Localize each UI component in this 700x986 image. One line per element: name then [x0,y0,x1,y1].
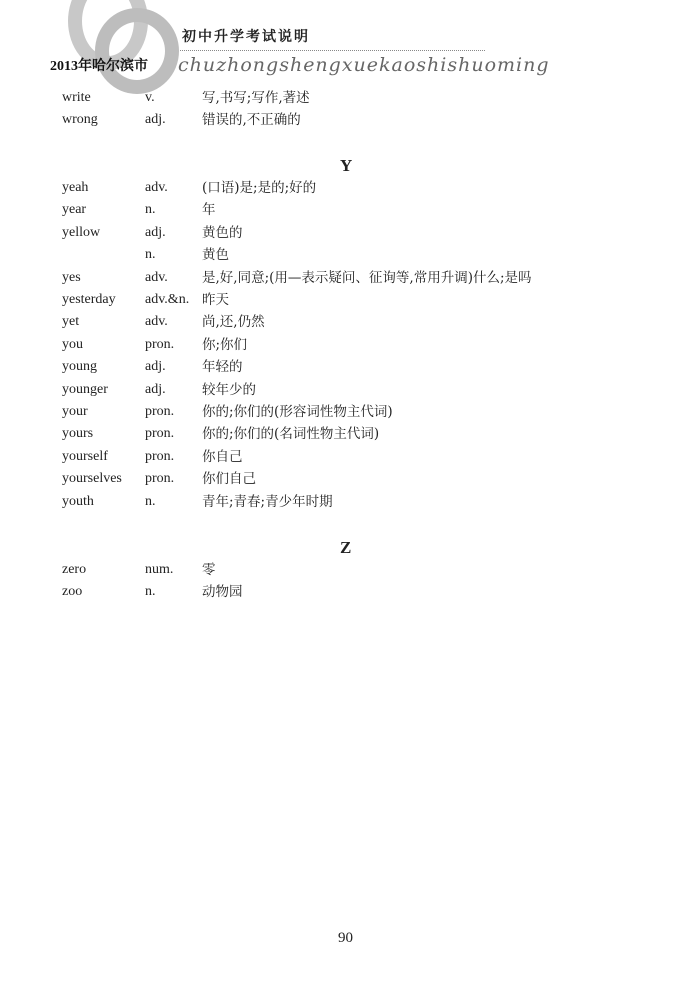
entry-part-of-speech: pron. [145,471,175,487]
entry-meaning: 青年;青春;青少年时期 [202,493,333,510]
entry-word: year [62,202,87,218]
entry-part-of-speech: adj. [145,224,166,240]
entry-word: zoo [62,584,83,600]
entry-word: yours [62,426,94,442]
page-number: 90 [338,930,353,946]
header-city: 2013年哈尔滨市 [50,59,148,74]
section-letter: Y [340,156,353,175]
entry-part-of-speech: pron. [145,448,175,464]
entry-word: you [62,336,83,352]
entry-part-of-speech: n. [145,247,156,263]
entry-meaning: 零 [202,562,216,578]
entry-meaning: 较年少的 [202,381,256,398]
entry-word: yourselves [62,471,122,487]
entry-meaning: 是,好,同意;(用—表示疑问、征询等,常用升调)什么;是吗 [202,269,532,286]
entry-meaning: 黄色 [202,247,229,264]
entry-meaning: 你的;你们的(形容词性物主代词) [202,404,393,420]
entry-word: write [62,90,91,105]
entry-meaning: 错误的,不正确的 [202,112,301,129]
entry-part-of-speech: adv. [145,314,168,330]
section-letter: Z [340,538,352,557]
entry-part-of-speech: n. [145,584,156,600]
entry-word: yet [62,314,80,330]
entry-meaning: 你;你们 [202,336,248,353]
entry-word: yeah [62,180,89,195]
entry-part-of-speech: n. [145,493,156,509]
entry-meaning: 年 [202,202,216,219]
entry-word: young [62,359,97,375]
entry-word: youth [62,493,94,509]
entry-meaning: 你们自己 [202,471,256,488]
entry-word: yellow [62,224,101,240]
entry-part-of-speech: adv. [145,180,168,195]
entry-word: younger [62,381,108,397]
entry-meaning: 你自己 [202,448,243,465]
entry-part-of-speech: n. [145,202,156,218]
entry-word: your [62,404,88,419]
entry-word: wrong [62,112,98,128]
entry-meaning: 尚,还,仍然 [202,314,265,331]
header-pinyin: chuzhongshengxuekaoshishuoming [178,54,550,76]
entry-part-of-speech: pron. [145,426,175,442]
entry-part-of-speech: pron. [145,336,175,352]
entry-word: yesterday [62,292,116,307]
header-divider [180,50,485,51]
entry-part-of-speech: adv.&n. [145,292,190,307]
entry-meaning: 昨天 [202,292,229,308]
entry-meaning: 动物园 [202,584,243,601]
entry-word: yourself [62,448,108,464]
entry-part-of-speech: num. [145,562,174,577]
entry-meaning: (口语)是;是的;好的 [202,180,317,196]
entry-meaning: 你的;你们的(名词性物主代词) [202,426,380,443]
entry-part-of-speech: adj. [145,112,166,128]
entry-part-of-speech: pron. [145,404,175,419]
entry-part-of-speech: adj. [145,359,166,375]
entry-meaning: 黄色的 [202,224,243,241]
entry-part-of-speech: adv. [145,269,168,285]
entry-part-of-speech: adj. [145,381,166,397]
entry-meaning: 写,书写;写作,著述 [202,90,310,106]
header-title: 初中升学考试说明 [182,29,310,45]
entry-meaning: 年轻的 [202,359,243,376]
entry-word: yes [62,269,81,285]
entry-part-of-speech: v. [145,90,155,105]
entry-word: zero [62,562,87,577]
